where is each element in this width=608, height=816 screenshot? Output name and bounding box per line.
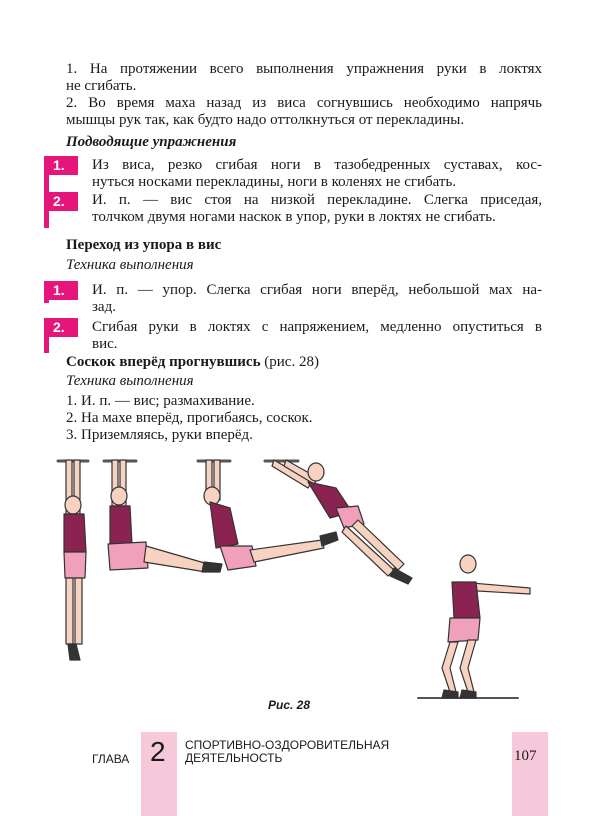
section-title-line-2: ДЕЯТЕЛЬНОСТЬ: [185, 751, 283, 765]
list-item-text: И. п. — упор. Слегка сгибая ноги вперёд, небольшой мах на-: [92, 282, 542, 298]
gymnast-figure-4: [272, 460, 412, 584]
gymnast-figure-5: [418, 555, 530, 698]
page-number: 107: [514, 748, 537, 764]
list-item-text: Из виса, резко сгибая ноги в тазобедренных суставах, кос-: [92, 157, 542, 173]
page-tab: [512, 732, 548, 816]
section-title-line-1: СПОРТИВНО-ОЗДОРОВИТЕЛЬНАЯ: [185, 738, 390, 752]
step-item: 2. На махе вперёд, прогибаясь, соскок.: [66, 410, 313, 426]
item-number-badge: 2.: [44, 318, 78, 337]
chapter-number: 2: [150, 736, 166, 767]
item-number-badge: 2.: [44, 192, 78, 211]
chapter-label: ГЛАВА: [92, 752, 130, 766]
section-subheading-technique: Техника выполнения: [66, 373, 194, 389]
note-2-line-1: 2. Во время маха назад из виса согнувшись необходимо напрячь: [66, 95, 542, 111]
step-item: 1. И. п. — вис; размахивание.: [66, 393, 255, 409]
figure-caption: Рис. 28: [268, 698, 311, 712]
gymnast-dismount-illustration: [40, 448, 540, 700]
gymnast-figure-2: [108, 460, 222, 572]
list-item-text: нуться носками перекладины, ноги в коленях не сгибать.: [92, 174, 457, 190]
item-number-badge: 1.: [44, 281, 78, 300]
section-heading-support-to-hang: Переход из упора в вис: [66, 237, 222, 253]
note-1-line-1: 1. На протяжении всего выполнения упражнения руки в локтях: [66, 61, 542, 77]
note-1-line-2: не сгибать.: [66, 78, 137, 94]
figure-reference: (рис. 28): [260, 354, 319, 370]
step-item: 3. Приземляясь, руки вперёд.: [66, 427, 253, 443]
section-title: [185, 739, 389, 765]
list-item-text: Сгибая руки в локтях с напряжением, медленно опуститься в: [92, 319, 542, 335]
list-item-text: И. п. — вис стоя на низкой перекладине. Слегка приседая,: [92, 192, 542, 208]
section-heading-leading-exercises: Подводящие упражнения: [66, 134, 237, 150]
list-item-text: толчком двумя ногами наскок в упор, руки в локтях не сгибать.: [92, 209, 496, 225]
item-number-badge: 1.: [44, 156, 78, 175]
section-heading-text: Соскок вперёд прогнувшись: [66, 354, 261, 370]
note-2-line-2: мышцы рук так, как будто надо оттолкнуться от перекладины.: [66, 112, 465, 128]
gymnast-figure-1: [64, 460, 86, 660]
section-subheading-technique: Техника выполнения: [66, 257, 194, 273]
list-item-text: вис.: [92, 336, 118, 352]
list-item-text: зад.: [92, 299, 116, 315]
section-heading-dismount: [66, 354, 319, 371]
